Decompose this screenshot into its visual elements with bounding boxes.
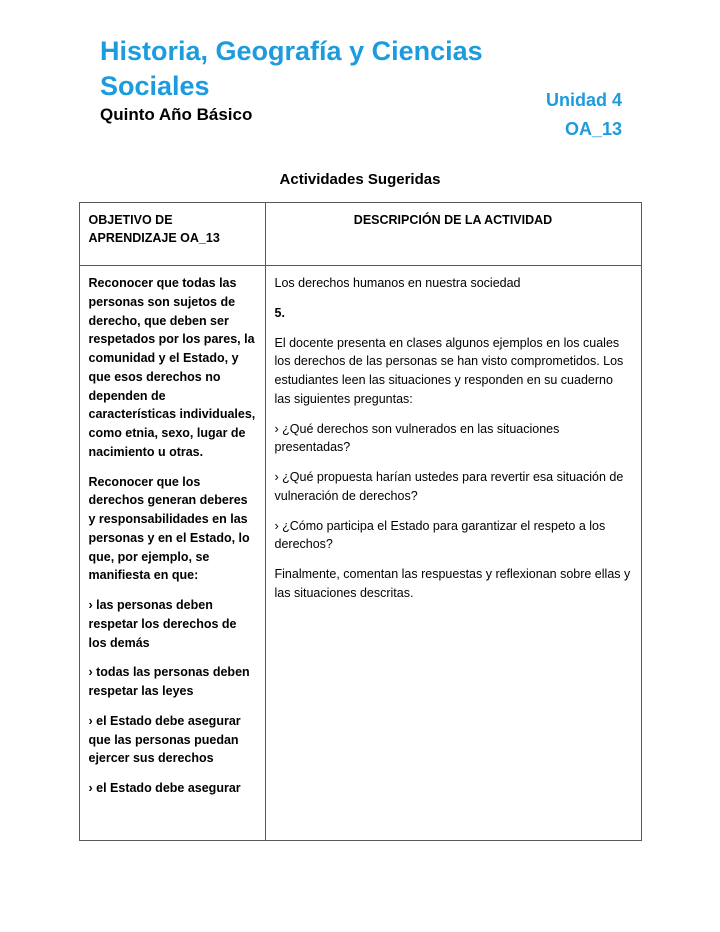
table-row	[79, 266, 641, 841]
objective-bullet: › las personas deben respetar los derechos de los demás	[88, 598, 237, 650]
objective-bullet: › todas las personas deben respetar las leyes	[88, 665, 250, 699]
objective-cell	[79, 266, 265, 841]
activity-question: › ¿Qué propuesta harían ustedes para revertir esa situación de vulneración de derechos?	[274, 470, 624, 503]
table-header-description: DESCRIPCIÓN DE LA ACTIVIDAD	[265, 203, 641, 266]
document-header	[0, 0, 720, 139]
table-header-row	[79, 203, 641, 266]
activity-title: Los derechos humanos en nuestra sociedad	[274, 276, 521, 291]
activity-question: › ¿Cómo participa el Estado para garantizar el respeto a los derechos?	[274, 518, 606, 552]
objective-paragraph: Reconocer que todas las personas son sujetos de derecho, que deben ser respetados por los pares, la comunidad y el Estado, y que esos derechos no dependen de características individuales, como etnia, sexo, lugar de nacimiento u otras.	[88, 276, 256, 459]
grade-level: Quinto Año Básico	[100, 105, 253, 125]
unit-label: Unidad 4	[545, 90, 622, 110]
section-title: Actividades Sugeridas	[279, 171, 441, 189]
description-text	[275, 274, 632, 603]
objective-text	[89, 274, 256, 798]
description-cell	[265, 266, 641, 841]
activity-paragraph: El docente presenta en clases algunos ejemplos en los cuales los derechos de las personas se han visto comprometidos. Los estudiantes leen las situaciones y responden en su cuaderno las siguientes preguntas:	[274, 335, 624, 406]
oa-code-label: OA_13	[564, 119, 622, 139]
objective-bullet: › el Estado debe asegurar	[88, 781, 241, 796]
activity-number: 5.	[274, 305, 285, 320]
page-title: Historia, Geografía y Ciencias Sociales	[100, 36, 483, 101]
activity-table	[79, 202, 642, 841]
table-header-objective: OBJETIVO DE APRENDIZAJE OA_13	[79, 203, 265, 266]
objective-bullet: › el Estado debe asegurar que las personas puedan ejercer sus derechos	[88, 713, 241, 766]
objective-paragraph: Reconocer que los derechos generan deberes y responsabilidades en las personas y en el Estado, lo que, por ejemplo, se manifiesta en que:	[88, 474, 250, 583]
activity-paragraph: Finalmente, comentan las respuestas y reflexionan sobre ellas y las situaciones descritas.	[274, 567, 631, 600]
activity-question: › ¿Qué derechos son vulnerados en las situaciones presentadas?	[274, 421, 560, 455]
